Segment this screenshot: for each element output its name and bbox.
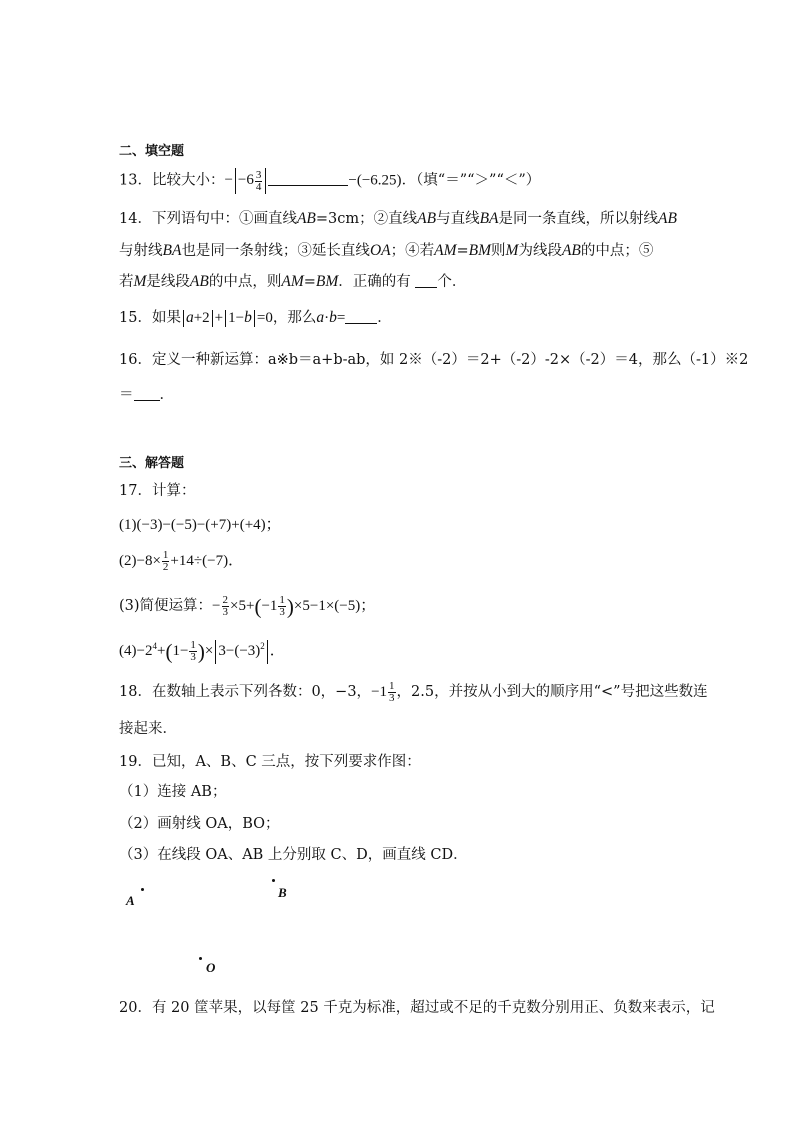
q13-tail: ．（填“＝”“＞”“＜”） <box>401 172 541 189</box>
q19-step-2: （2）画射线 OA，BO； <box>119 816 280 832</box>
question-16-line-1: 16．定义一种新运算：a※b＝a+b-ab，如 2※（-2）＝2+（-2）-2×（-2）＝4，那么（-1）※2 <box>119 352 749 368</box>
question-20-line-1: 20．有 20 筐苹果，以每筐 25 千克为标准，超过或不足的千克数分别用正、负数来表示，记 <box>119 1000 715 1016</box>
q13-lead: 13．比较大小： <box>119 172 225 189</box>
q13-expression-left: − −6 $\frac{3}{4}$ <box>224 172 268 188</box>
question-14-line-1: 14．下列语句中：①画直线AB=3cm；②直线AB与直线BA是同一条直线，所以射线AB <box>119 210 677 227</box>
question-19-lead: 19．已知，A、B、C 三点，按下列要求作图： <box>119 754 421 770</box>
question-17-lead: 17．计算： <box>119 483 196 499</box>
q15-equation: a+2 + 1−b =0 <box>181 310 273 326</box>
question-13 <box>119 168 540 194</box>
section-heading-fill-blank: 二、填空题 <box>119 144 185 159</box>
q19-step-1: （1）连接 AB； <box>119 784 227 800</box>
question-16-line-2: ＝ ． <box>119 387 174 403</box>
question-14-line-3: 若M是线段AB的中点，则AM=BM．正确的有 个． <box>119 273 467 290</box>
q14-answer-blank[interactable] <box>415 273 437 288</box>
q17-part-2: (2)−8× $\frac{1}{2}$ +14÷(−7)． <box>119 549 244 574</box>
q17-part-3: (3)简便运算：− $\frac{2}{3}$ ×5+(−1 $\frac{1}{3}$ )×5−1×(−5)； <box>119 594 376 619</box>
point-o-label: O <box>206 960 216 975</box>
q16-answer-blank[interactable] <box>134 386 160 401</box>
section-heading-solve: 三、解答题 <box>119 456 185 471</box>
question-18-line-2: 接起来． <box>119 721 177 737</box>
question-15: 15．如果 a+2 + 1−b =0，那么a·b= ． <box>119 309 392 326</box>
q15-answer-blank[interactable] <box>345 309 377 324</box>
point-b-label: B <box>278 885 287 900</box>
question-18-line-1: 18．在数轴上表示下列各数：0，−3，−1 $\frac{1}{3}$ ，2.5，并按从小到大的顺序用“<”号把这些数连 <box>119 680 708 705</box>
q19-step-3: （3）在线段 OA、AB 上分别取 C、D，画直线 CD． <box>119 847 468 863</box>
q13-answer-blank[interactable] <box>268 171 348 186</box>
point-a-label: A <box>126 893 135 908</box>
q17-part-1: (1)(−3)−(−5)−(+7)+(+4)； <box>119 517 281 533</box>
question-14-line-2: 与射线BA也是同一条射线；③延长直线OA；④若AM=BM则M为线段AB的中点；⑤ <box>119 242 654 259</box>
q13-expression-right: −(−6.25) <box>348 172 402 189</box>
q17-part-4: $(4)-2^4+(1-$ $\frac{1}{3}$ )× $3-(-3)^2$ ． <box>119 639 285 664</box>
